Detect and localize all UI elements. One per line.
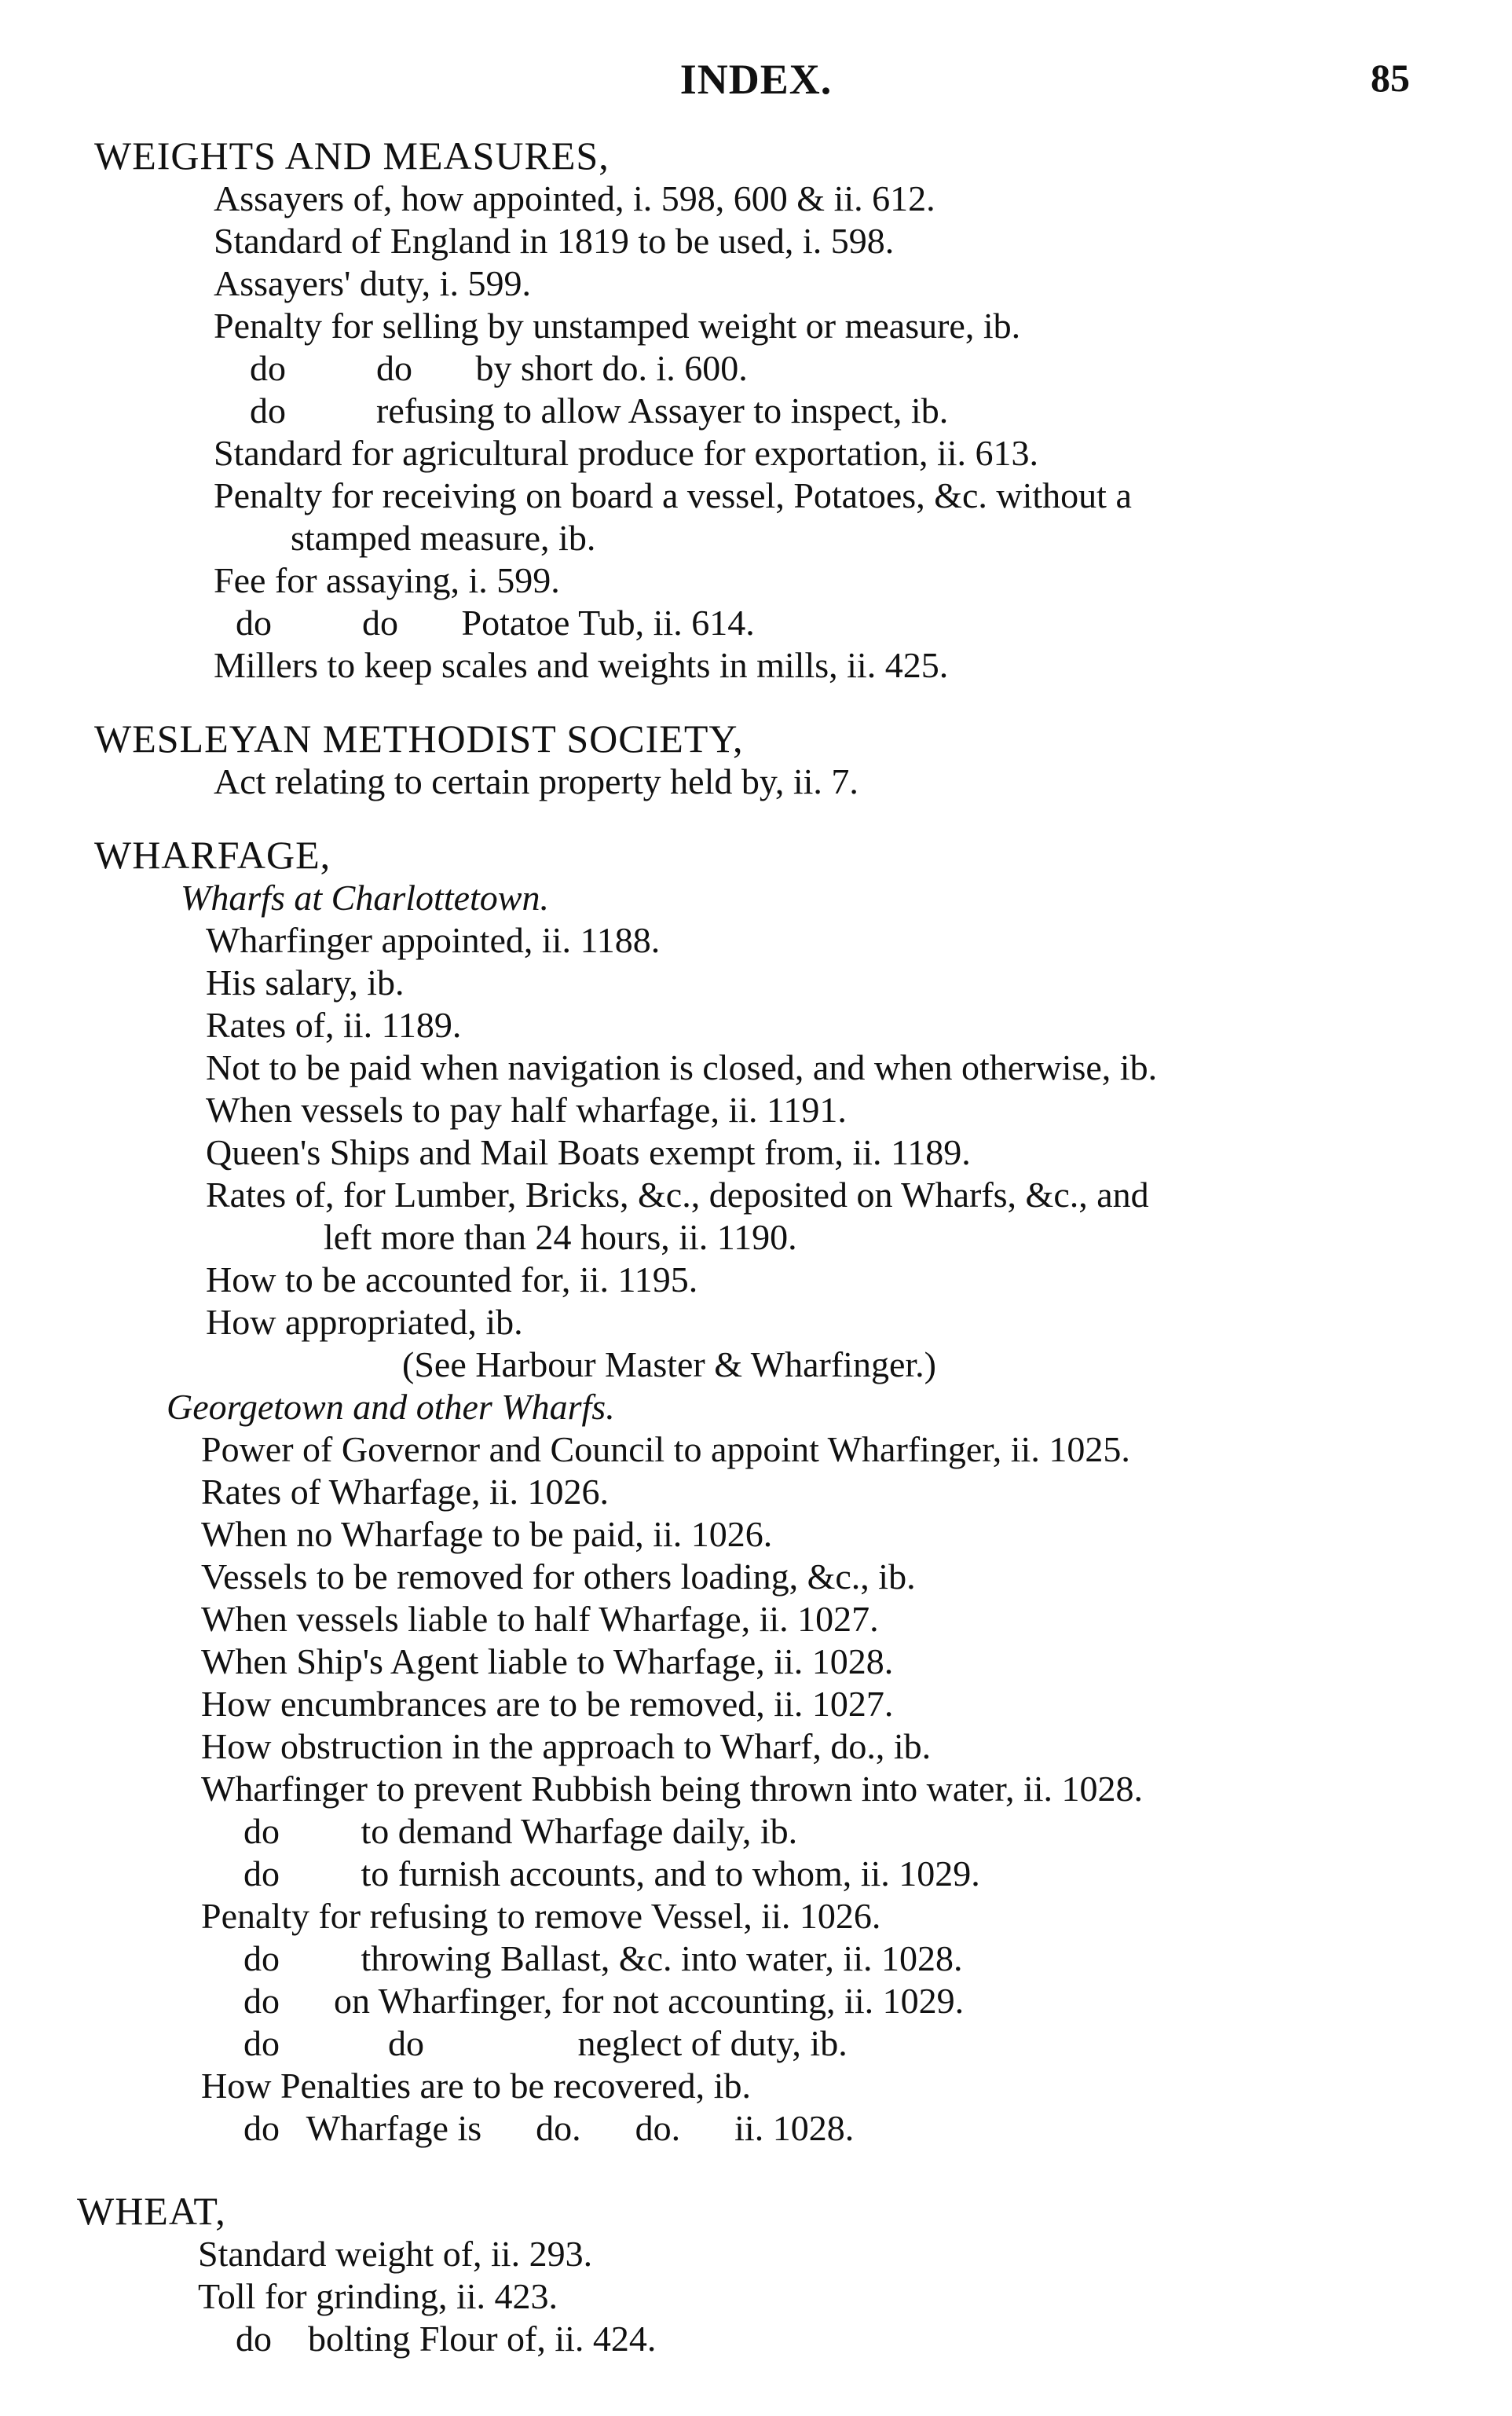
index-entry: When vessels liable to half Wharfage, ii. 1027.: [201, 1599, 879, 1639]
index-entry: do do by short do. i. 600.: [250, 348, 748, 388]
section-wheat: [0, 2189, 1512, 2360]
subheading-georgetown: Georgetown and other Wharfs.: [167, 1387, 615, 1427]
index-entry: do on Wharfinger, for not accounting, ii. 1029.: [243, 1981, 965, 2021]
index-entry: Standard for agricultural produce for exportation, ii. 613.: [214, 433, 1039, 473]
section-wesleyan-methodist-society: [0, 717, 1512, 803]
index-entry: do refusing to allow Assayer to inspect, ib.: [250, 390, 949, 431]
subheading-charlottetown: Wharfs at Charlottetown.: [181, 878, 549, 918]
index-entry: Standard of England in 1819 to be used, i. 598.: [214, 221, 895, 261]
section-weights-and-measures: [0, 134, 1512, 687]
section-wharfage: [0, 833, 1512, 2150]
index-entry: How obstruction in the approach to Wharf, do., ib.: [201, 1726, 932, 1766]
index-entry: Assayers' duty, i. 599.: [214, 263, 531, 303]
index-entry: Fee for assaying, i. 599.: [214, 560, 560, 600]
index-entry: do throwing Ballast, &c. into water, ii. 1028.: [243, 1938, 963, 1978]
index-entry: do to furnish accounts, and to whom, ii. 1029.: [243, 1853, 980, 1894]
index-entry: Wharfinger to prevent Rubbish being thrown into water, ii. 1028.: [201, 1769, 1144, 1809]
index-entry: Rates of, for Lumber, Bricks, &c., deposited on Wharfs, &c., and: [206, 1175, 1149, 1215]
index-entry: Toll for grinding, ii. 423.: [198, 2276, 558, 2316]
section-heading: WHEAT,: [77, 2189, 226, 2233]
index-entry: Power of Governor and Council to appoint Wharfinger, ii. 1025.: [201, 1429, 1130, 1469]
page-number: 85: [1371, 56, 1410, 100]
index-entry: Standard weight of, ii. 293.: [198, 2234, 593, 2274]
section-heading: WHARFAGE,: [94, 833, 331, 877]
index-content: [0, 134, 1512, 2390]
index-entry: How encumbrances are to be removed, ii. 1027.: [201, 1684, 894, 1724]
running-head: [0, 55, 1512, 110]
section-heading: WESLEYAN METHODIST SOCIETY,: [94, 717, 744, 761]
index-entry: Act relating to certain property held by, ii. 7.: [214, 761, 859, 801]
index-entry: His salary, ib.: [206, 962, 405, 1003]
index-entry: Penalty for refusing to remove Vessel, ii. 1026.: [201, 1896, 881, 1936]
index-entry: do do Potatoe Tub, ii. 614.: [236, 603, 755, 643]
index-entry: When Ship's Agent liable to Wharfage, ii. 1028.: [201, 1641, 894, 1681]
index-entry: Vessels to be removed for others loading, &c., ib.: [201, 1556, 916, 1597]
index-entry: Assayers of, how appointed, i. 598, 600 & ii. 612.: [214, 178, 935, 218]
page-title: INDEX.: [679, 56, 833, 103]
index-entry: Millers to keep scales and weights in mills, ii. 425.: [214, 645, 949, 685]
index-entry-continuation: stamped measure, ib.: [291, 518, 596, 558]
index-entry: How to be accounted for, ii. 1195.: [206, 1259, 698, 1300]
index-entry-continuation: left more than 24 hours, ii. 1190.: [324, 1217, 797, 1257]
index-entry: do bolting Flour of, ii. 424.: [236, 2319, 657, 2359]
index-entry: How Penalties are to be recovered, ib.: [201, 2066, 751, 2106]
see-also-reference: (See Harbour Master & Wharfinger.): [402, 1344, 936, 1384]
index-entry: When vessels to pay half wharfage, ii. 1191.: [206, 1090, 847, 1130]
index-entry: do do neglect of duty, ib.: [243, 2023, 848, 2063]
index-entry: How appropriated, ib.: [206, 1302, 523, 1342]
index-entry: Queen's Ships and Mail Boats exempt from, ii. 1189.: [206, 1132, 971, 1172]
index-entry: Penalty for receiving on board a vessel, Potatoes, &c. without a: [214, 475, 1132, 515]
index-entry: do Wharfage is do. do. ii. 1028.: [243, 2108, 855, 2148]
index-entry: When no Wharfage to be paid, ii. 1026.: [201, 1514, 773, 1554]
index-entry: Rates of Wharfage, ii. 1026.: [201, 1472, 610, 1512]
index-entry: do to demand Wharfage daily, ib.: [243, 1811, 798, 1851]
section-heading: WEIGHTS AND MEASURES,: [94, 134, 610, 178]
index-entry: Wharfinger appointed, ii. 1188.: [206, 920, 661, 960]
index-entry: Rates of, ii. 1189.: [206, 1005, 462, 1045]
index-entry: Not to be paid when navigation is closed, and when otherwise, ib.: [206, 1047, 1158, 1087]
index-entry: Penalty for selling by unstamped weight or measure, ib.: [214, 306, 1021, 346]
